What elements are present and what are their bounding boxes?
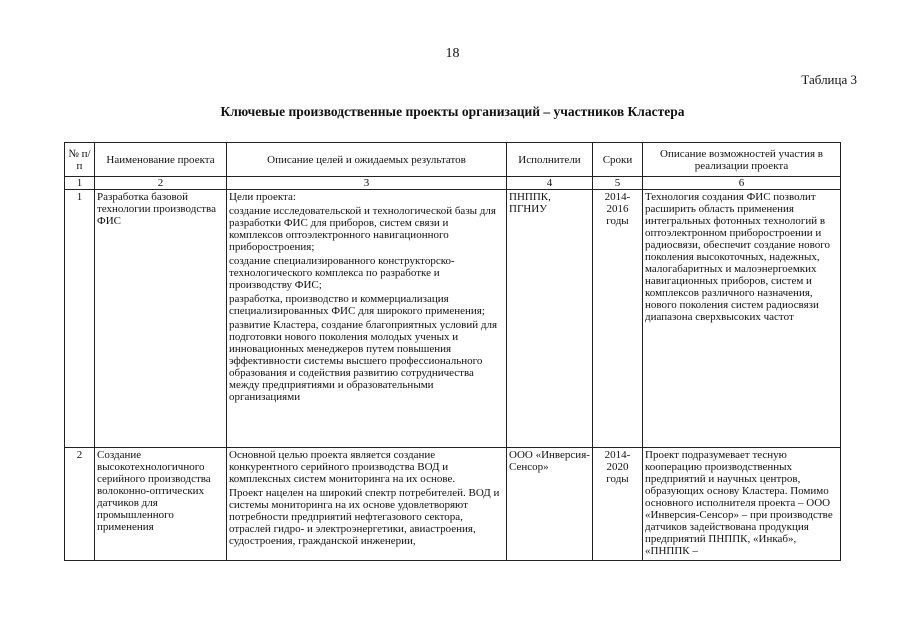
document-title: Ключевые производственные проекты организаций – участников Кластера <box>220 104 685 119</box>
column-number: 6 <box>643 177 841 190</box>
column-number: 5 <box>593 177 643 190</box>
project-dates <box>593 448 643 561</box>
header-name: Наименование проекта <box>95 143 227 177</box>
project-participation <box>643 448 841 561</box>
column-numbers-row <box>65 177 841 190</box>
description-paragraph: создание исследовательской и технологической базы для разработки ФИС для приборов, систем связи и комплексов оптоэлектронного навигационного приборостроения; <box>229 205 496 253</box>
column-number: 2 <box>95 177 227 190</box>
column-number: 1 <box>65 177 95 190</box>
project-name <box>95 448 227 561</box>
header-dates: Сроки <box>593 143 643 177</box>
project-description <box>227 448 507 561</box>
row-number: 1 <box>65 190 95 448</box>
page-number: 18 <box>445 46 460 61</box>
description-paragraph: Проект нацелен на широкий спектр потребителей. ВОД и системы мониторинга на их основе удовлетворяют потребности предприятий нефтегазового сектора, отраслей гидро- и электроэнергетики, авиастроения, судостроения, гражданской инженерии, <box>229 487 500 547</box>
table-header-row <box>65 143 841 177</box>
description-paragraph: создание специализированного конструкторско-технологического комплекса по разработке и производству ФИС; <box>229 255 455 291</box>
executors-text: ООО «Инверсия-Сенсор» <box>509 449 590 473</box>
header-no: № п/п <box>65 143 95 177</box>
table-row <box>65 448 841 561</box>
header-executors: Исполнители <box>507 143 593 177</box>
dates-text: 2014-2020 годы <box>604 449 631 485</box>
header-description: Описание целей и ожидаемых результатов <box>227 143 507 177</box>
description-paragraph: разработка, производство и коммерциализация специализированных ФИС для широкого применения; <box>229 293 485 317</box>
table-label: Таблица 3 <box>801 72 857 87</box>
description-clip <box>229 449 504 559</box>
project-name-text: Создание высокотехнологичного серийного производства волоконно-оптических датчиков для промышленного применения <box>97 449 211 533</box>
project-dates: 2014-2016 годы <box>593 190 643 448</box>
project-executors: ПНППК, ПГНИУ <box>507 190 593 448</box>
project-executors <box>507 448 593 561</box>
header-participation: Описание возможностей участия в реализации проекта <box>643 143 841 177</box>
description-paragraph: развитие Кластера, создание благоприятных условий для подготовки нового поколения молодых ученых и инновационных менеджеров путем повышения эффективности системы высшего профессионального образования и содействия развитию сотрудничества между предприятиями и образовательными организациями <box>229 319 498 403</box>
project-participation: Технология создания ФИС позволит расширить область применения интегральных фотонных технологий в оптоэлектронном приборостроении и радиосвязи, обеспечит создание нового поколения высокоточных, надежных, малогабаритных и малоэнергоемких навигационных приборов, систем и комплексов различного назначения, нового поколения систем радиосвязи диапазона сверхвысоких частот <box>643 190 841 448</box>
column-number: 4 <box>507 177 593 190</box>
description-paragraph: Цели проекта: <box>229 191 296 203</box>
project-description <box>227 190 507 448</box>
participation-text: Проект подразумевает тесную кооперацию производственных предприятий и научных центров, образующих основу Кластера. Помимо основного исполнителя проекта – ООО «Инверсия-Сенсор» – при производстве датчиков задействована продукция предприятий ПНППК, «Инкаб», «ПНППК – <box>645 449 833 557</box>
table-row <box>65 190 841 448</box>
project-name: Разработка базовой технологии производства ФИС <box>95 190 227 448</box>
projects-table <box>64 142 841 561</box>
description-paragraph: Основной целью проекта является создание конкурентного серийного производства ВОД и комплексных систем мониторинга на их основе. <box>229 449 456 485</box>
column-number: 3 <box>227 177 507 190</box>
row-number: 2 <box>65 448 95 561</box>
